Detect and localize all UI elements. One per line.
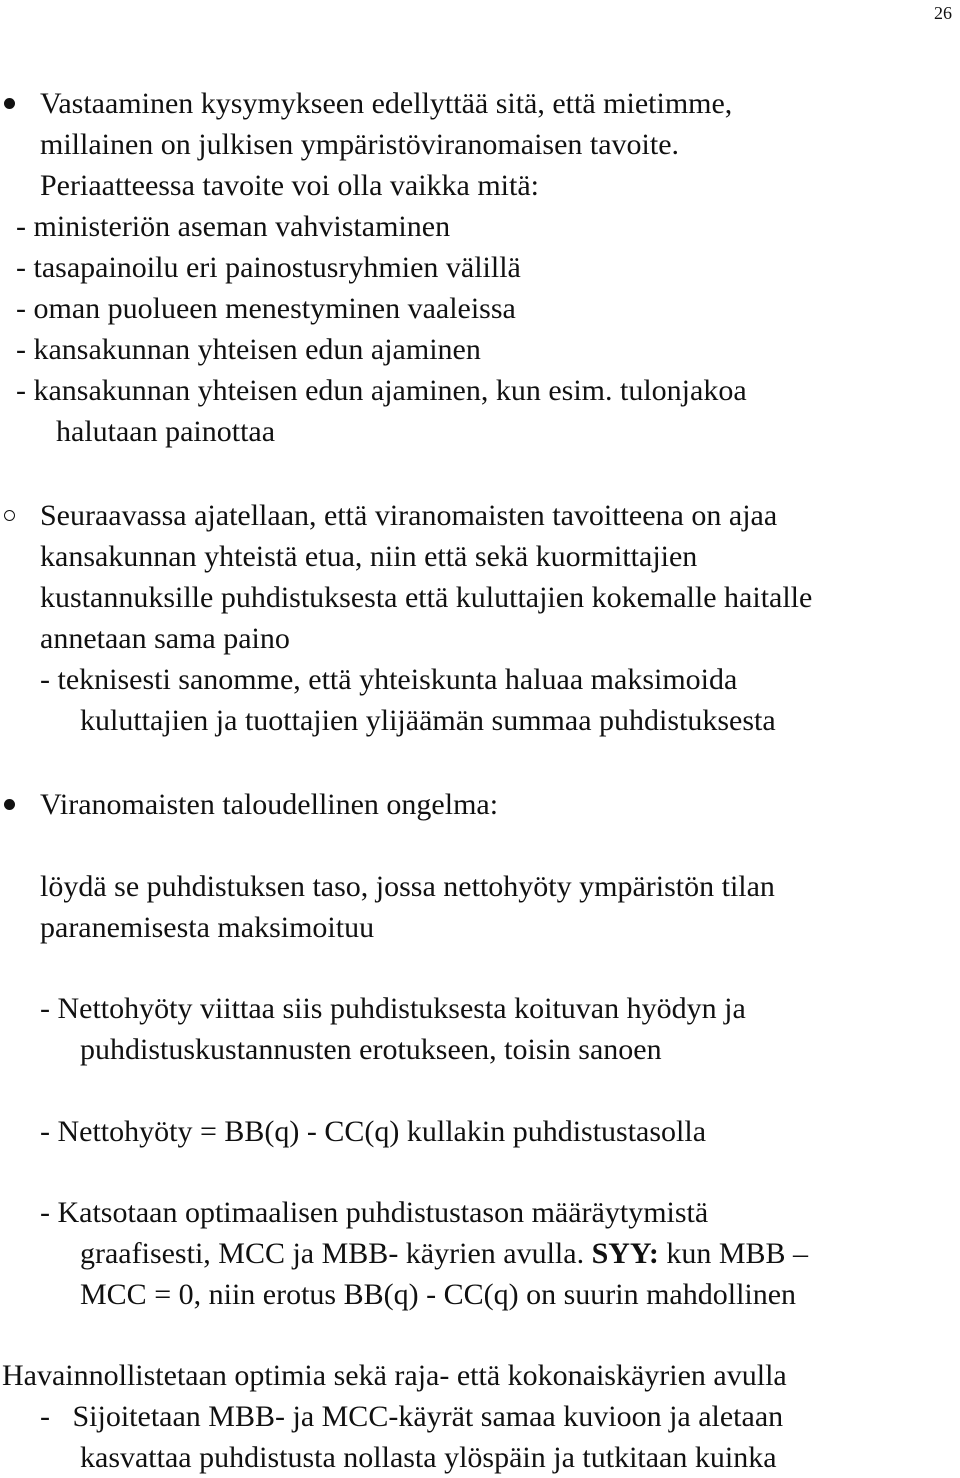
list-item: - Nettohyöty viittaa siis puhdistuksesta koituvan hyödyn ja bbox=[40, 992, 746, 1025]
text-run: graafisesti, MCC ja MBB- käyrien avulla. bbox=[80, 1237, 592, 1270]
list-item-continuation: kuluttajien ja tuottajien ylijäämän summaa puhdistuksesta bbox=[80, 704, 776, 737]
list-item: - tasapainoilu eri painostusryhmien välillä bbox=[16, 251, 521, 284]
text-run: kun MBB – bbox=[658, 1237, 809, 1270]
bullet-icon bbox=[4, 98, 15, 109]
paragraph-line: Seuraavassa ajatellaan, että viranomaisten tavoitteena on ajaa bbox=[40, 499, 778, 532]
list-item: - kansakunnan yhteisen edun ajaminen bbox=[16, 333, 481, 366]
paragraph-line: kansakunnan yhteistä etua, niin että sekä kuormittajien bbox=[40, 540, 698, 573]
list-item: - Nettohyöty = BB(q) - CC(q) kullakin puhdistustasolla bbox=[40, 1115, 707, 1148]
paragraph-line: millainen on julkisen ympäristöviranomaisen tavoite. bbox=[40, 128, 680, 161]
list-item-continuation: halutaan painottaa bbox=[56, 415, 276, 448]
section-heading: Viranomaisten taloudellinen ongelma: bbox=[40, 788, 499, 821]
page-number: 26 bbox=[934, 3, 952, 23]
paragraph-line: Periaatteessa tavoite voi olla vaikka mitä: bbox=[40, 169, 539, 202]
paragraph-line: Havainnollistetaan optimia sekä raja- että kokonaiskäyrien avulla bbox=[2, 1359, 787, 1392]
paragraph-line: kustannuksille puhdistuksesta että kuluttajien kokemalle haitalle bbox=[40, 581, 813, 614]
list-item: - ministeriön aseman vahvistaminen bbox=[16, 210, 451, 243]
list-item: - teknisesti sanomme, että yhteiskunta haluaa maksimoida bbox=[40, 663, 738, 696]
paragraph-line: paranemisesta maksimoituu bbox=[40, 911, 375, 944]
list-item-continuation: MCC = 0, niin erotus BB(q) - CC(q) on suurin mahdollinen bbox=[80, 1278, 797, 1311]
bullet-icon bbox=[4, 510, 15, 521]
list-item-continuation: kasvattaa puhdistusta nollasta ylöspäin ja tutkitaan kuinka bbox=[80, 1441, 777, 1474]
bold-text: SYY: bbox=[591, 1237, 659, 1270]
paragraph-line: Vastaaminen kysymykseen edellyttää sitä, että mietimme, bbox=[40, 87, 733, 120]
list-item: - oman puolueen menestyminen vaaleissa bbox=[16, 292, 516, 325]
paragraph-line: löydä se puhdistuksen taso, jossa nettohyöty ympäristön tilan bbox=[40, 870, 775, 903]
list-item: - Katsotaan optimaalisen puhdistustason määräytymistä bbox=[40, 1196, 709, 1229]
list-item-continuation: puhdistuskustannusten erotukseen, toisin sanoen bbox=[80, 1033, 662, 1066]
list-item: - kansakunnan yhteisen edun ajaminen, kun esim. tulonjakoa bbox=[16, 374, 747, 407]
list-item: - Sijoitetaan MBB- ja MCC-käyrät samaa kuvioon ja aletaan bbox=[40, 1400, 784, 1433]
paragraph-line: annetaan sama paino bbox=[40, 622, 290, 655]
bullet-icon bbox=[4, 799, 15, 810]
list-item-continuation bbox=[80, 1234, 808, 1274]
